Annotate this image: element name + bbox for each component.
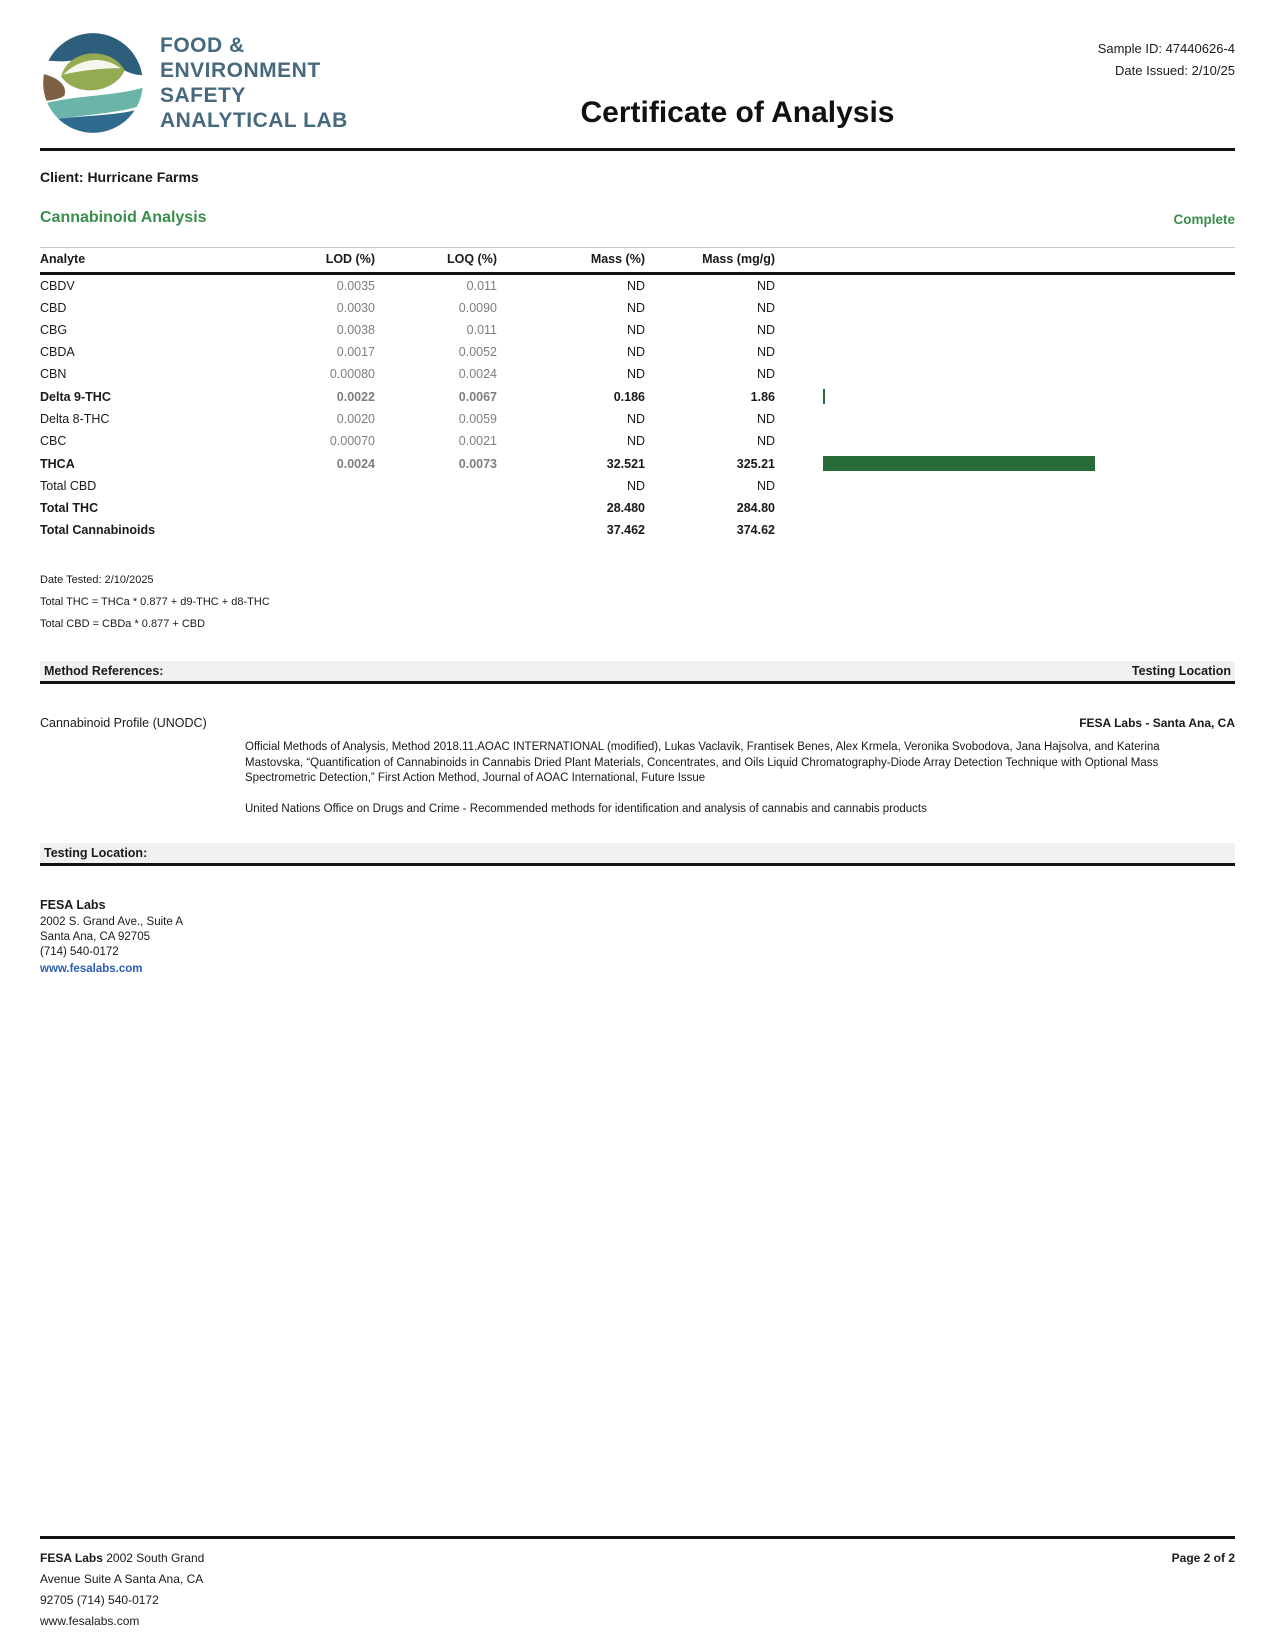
note-total-thc-formula: Total THC = THCa * 0.877 + d9-THC + d8-THC [40, 596, 270, 608]
table-row [40, 319, 1235, 341]
cell-mass-pct: ND [626, 479, 645, 493]
cell-mass-mgg: 325.21 [736, 456, 775, 471]
cell-analyte: Total Cannabinoids [40, 523, 156, 537]
cell-bar [775, 363, 1235, 385]
table-row [40, 475, 1235, 497]
cell-lod: 0.0038 [336, 323, 375, 337]
cell-loq: 0.011 [466, 323, 497, 337]
cell-loq [375, 497, 497, 519]
cell-loq [375, 475, 497, 497]
cell-analyte: Delta 8-THC [40, 412, 110, 426]
date-issued: Date Issued: 2/10/25 [1115, 63, 1235, 78]
cell-lod [290, 497, 375, 519]
table-row [40, 430, 1235, 452]
lab-name [160, 33, 348, 133]
status-badge: Complete [1173, 212, 1235, 227]
method-head-row [40, 716, 1235, 730]
footer-lab-name: FESA Labs [40, 1551, 103, 1565]
cell-bar [775, 274, 1235, 298]
mass-bar [823, 389, 825, 404]
cell-analyte: CBDA [40, 345, 75, 359]
column-header-loq: LOQ (%) [375, 248, 497, 274]
cell-mass-mgg: ND [756, 279, 775, 293]
table-row [40, 274, 1235, 298]
cell-loq: 0.0067 [458, 389, 497, 404]
lab-logo [40, 30, 480, 136]
cell-mass-mgg: 284.80 [736, 501, 775, 515]
cell-analyte: CBC [40, 434, 67, 448]
cell-mass-pct: ND [626, 367, 645, 381]
cell-mass-mgg: ND [756, 301, 775, 315]
sample-id: Sample ID: 47440626-4 [1097, 41, 1235, 56]
footer-website[interactable]: www.fesalabs.com [40, 1614, 140, 1628]
cell-loq: 0.0090 [458, 301, 497, 315]
testing-location-band [40, 843, 1235, 866]
cell-lod: 0.0022 [336, 389, 375, 404]
cell-bar [775, 519, 1235, 541]
cell-mass-mgg: ND [756, 345, 775, 359]
table-notes [40, 569, 1235, 635]
page-number: Page 2 of 2 [1171, 1551, 1235, 1565]
client-line: Client: Hurricane Farms [40, 169, 199, 185]
cell-lod: 0.0035 [336, 279, 375, 293]
page-footer [40, 1536, 1235, 1632]
column-header-mass-pct: Mass (%) [497, 248, 645, 274]
cell-mass-pct: ND [626, 323, 645, 337]
cell-lod: 0.0030 [336, 301, 375, 315]
table-row [40, 297, 1235, 319]
table-header-row [40, 248, 1235, 274]
cell-bar [775, 297, 1235, 319]
cell-lod: 0.0020 [336, 412, 375, 426]
cell-analyte: Delta 9-THC [40, 389, 111, 404]
analyte-table-body [40, 274, 1235, 542]
footer-address-line: Avenue Suite A Santa Ana, CA [40, 1572, 204, 1586]
lab-website-link[interactable]: www.fesalabs.com [40, 963, 143, 975]
cell-lod: 0.0024 [336, 456, 375, 471]
lab-name-line: ANALYTICAL LAB [160, 109, 348, 132]
cell-analyte: THCA [40, 456, 75, 471]
cell-mass-mgg: ND [756, 323, 775, 337]
footer-lab-line [40, 1548, 204, 1569]
column-header-bar-spacer [775, 248, 1235, 274]
mass-bar [823, 456, 1095, 471]
lab-phone: (714) 540-0172 [40, 946, 119, 958]
cell-loq: 0.0024 [458, 367, 497, 381]
cell-bar [775, 430, 1235, 452]
cell-mass-mgg: ND [756, 367, 775, 381]
table-row [40, 363, 1235, 385]
cell-bar [775, 408, 1235, 430]
footer-address [40, 1548, 204, 1632]
cell-bar [775, 341, 1235, 363]
cell-lod: 0.00080 [329, 367, 375, 381]
cell-mass-pct: ND [626, 412, 645, 426]
section-heading-row [40, 209, 1235, 227]
table-row [40, 497, 1235, 519]
lab-name-line: ENVIRONMENT [160, 59, 321, 82]
cell-loq: 0.0059 [458, 412, 497, 426]
cell-bar [775, 475, 1235, 497]
cell-analyte: CBD [40, 301, 67, 315]
cell-analyte: CBN [40, 367, 67, 381]
cell-lod: 0.0017 [336, 345, 375, 359]
cell-loq: 0.0021 [458, 434, 497, 448]
cell-mass-pct: ND [626, 279, 645, 293]
lab-name-line: SAFETY [160, 84, 246, 107]
cell-lod: 0.00070 [329, 434, 375, 448]
cell-mass-pct: ND [626, 345, 645, 359]
cell-mass-mgg: 374.62 [736, 523, 775, 537]
testing-location-column-label: Testing Location [1131, 664, 1231, 678]
cell-mass-pct: ND [626, 434, 645, 448]
cell-bar [775, 385, 1235, 408]
testing-location-label: Testing Location: [44, 846, 148, 860]
table-row [40, 341, 1235, 363]
cannabinoid-table [40, 247, 1235, 541]
footer-address-line: 92705 (714) 540-0172 [40, 1593, 159, 1607]
method-references-label: Method References: [44, 664, 164, 678]
cell-mass-pct: ND [626, 301, 645, 315]
method-testing-location: FESA Labs - Santa Ana, CA [1079, 716, 1235, 730]
footer-lab-street: 2002 South Grand [102, 1551, 205, 1565]
lab-address-line: 2002 S. Grand Ave., Suite A [40, 916, 183, 928]
table-row [40, 452, 1235, 475]
column-header-mass-mgg: Mass (mg/g) [645, 248, 775, 274]
note-total-cbd-formula: Total CBD = CBDa * 0.877 + CBD [40, 618, 206, 630]
cell-analyte: Total THC [40, 501, 99, 515]
column-header-analyte: Analyte [40, 248, 290, 274]
section-title: Cannabinoid Analysis [40, 209, 207, 226]
cell-loq: 0.011 [466, 279, 497, 293]
cell-mass-pct: 37.462 [606, 523, 645, 537]
cell-mass-pct: 32.521 [606, 456, 645, 471]
cell-analyte: CBDV [40, 279, 75, 293]
table-row [40, 519, 1235, 541]
cell-loq: 0.0052 [458, 345, 497, 359]
cell-mass-mgg: ND [756, 434, 775, 448]
note-date-tested: Date Tested: 2/10/2025 [40, 574, 154, 586]
lab-name-text: FESA Labs [40, 898, 106, 912]
table-row [40, 385, 1235, 408]
method-paragraph: United Nations Office on Drugs and Crime - Recommended methods for identification and analysis of cannabis and cannabis products [245, 802, 927, 815]
document-title: Certificate of Analysis [580, 96, 895, 129]
method-reference-text [245, 740, 1160, 817]
column-header-lod: LOD (%) [290, 248, 375, 274]
cell-bar [775, 497, 1235, 519]
cell-mass-mgg: ND [756, 412, 775, 426]
footer-divider [40, 1536, 1235, 1539]
cell-loq: 0.0073 [458, 456, 497, 471]
testing-location-block [40, 898, 1235, 977]
cell-lod [290, 519, 375, 541]
method-paragraph: Official Methods of Analysis, Method 2018.11.AOAC INTERNATIONAL (modified), Lukas Vaclavik, Frantisek Benes, Alex Krmela, Veronika Svobodova, Jana Hajsolva, and Katerina Mastovska, “Quantification of Cannabinoids in Cannabis Dried Plant Materials, Concentrates, and Oils Liquid Chromatography-Diode Array Detection Technique with Optional Mass Spectrometric Detection,” First Action Method, Journal of AOAC International, Future Issue [245, 741, 1160, 784]
table-row [40, 408, 1235, 430]
method-references-band [40, 661, 1235, 684]
cell-analyte: Total CBD [40, 479, 97, 493]
method-name: Cannabinoid Profile (UNODC) [40, 716, 207, 730]
header [40, 30, 1235, 136]
cell-bar [775, 319, 1235, 341]
cell-mass-mgg: 1.86 [750, 389, 775, 404]
cell-analyte: CBG [40, 323, 68, 337]
sample-info [995, 30, 1235, 82]
cell-mass-mgg: ND [756, 479, 775, 493]
header-divider [40, 148, 1235, 151]
cell-lod [290, 475, 375, 497]
lab-logo-icon [40, 30, 146, 136]
lab-name-line: FOOD & [160, 34, 245, 57]
lab-address-line: Santa Ana, CA 92705 [40, 931, 150, 943]
cell-mass-pct: 28.480 [606, 501, 645, 515]
cell-loq [375, 519, 497, 541]
cell-bar [775, 452, 1235, 475]
cell-mass-pct: 0.186 [613, 389, 645, 404]
